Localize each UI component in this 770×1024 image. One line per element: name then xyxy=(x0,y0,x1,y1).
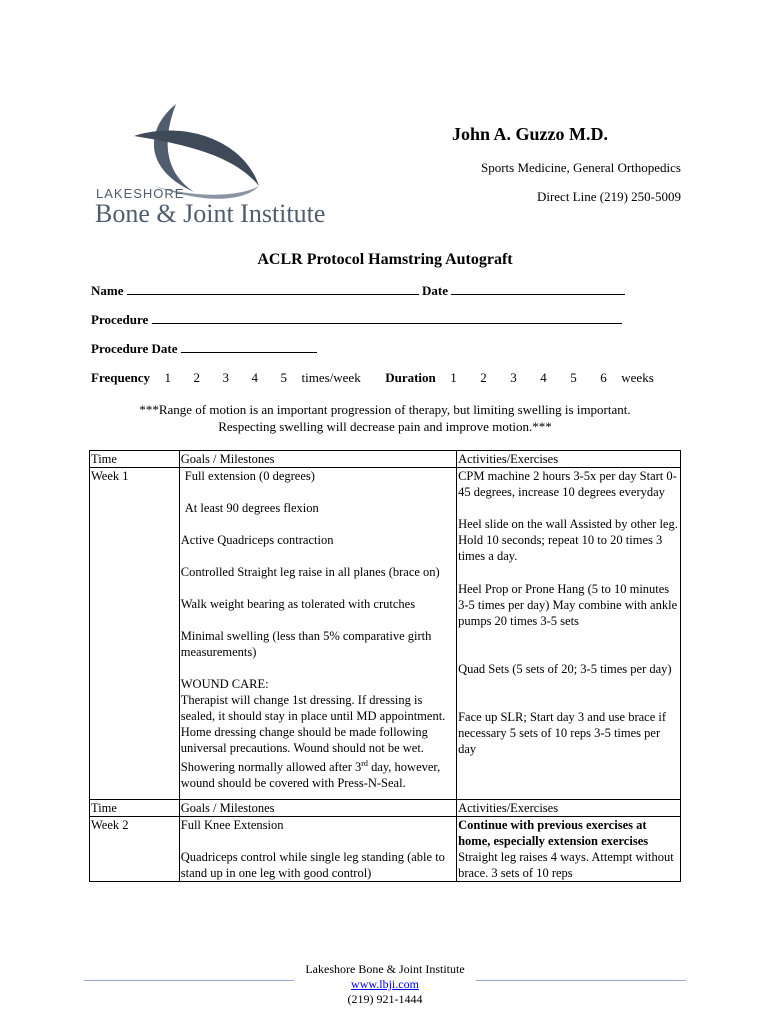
activity-item: CPM machine 2 hours 3-5x per day Start 0-45 degrees, increase 10 degrees everyday xyxy=(458,469,677,499)
name-blank[interactable] xyxy=(127,283,419,295)
footer-phone: (219) 921-1444 xyxy=(347,992,423,1006)
name-label: Name xyxy=(91,283,124,298)
activity-item: Quad Sets (5 sets of 20; 3-5 times per day) xyxy=(458,662,672,676)
duration-option[interactable]: 6 xyxy=(600,370,607,385)
procedure-label: Procedure xyxy=(91,312,149,327)
activity-item-bold: Continue with previous exercises at home, especially extension exercises xyxy=(458,818,649,849)
procedure-date-label: Procedure Date xyxy=(91,341,178,356)
note-line-1: ***Range of motion is an important progression of therapy, but limiting swelling is important. xyxy=(139,402,631,417)
document-title: ACLR Protocol Hamstring Autograft xyxy=(257,251,513,268)
frequency-option[interactable]: 4 xyxy=(251,370,258,385)
goal-item: Full extension (0 degrees) xyxy=(184,469,315,483)
table-header-activities: Activities/Exercises xyxy=(457,451,681,468)
week-2-goals xyxy=(179,817,456,882)
wound-care-title: WOUND CARE: xyxy=(180,677,269,691)
footer xyxy=(0,962,770,1007)
frequency-unit: times/week xyxy=(301,370,361,385)
table-header-goals: Goals / Milestones xyxy=(179,451,456,468)
goal-item: Walk weight bearing as tolerated with crutches xyxy=(180,597,416,611)
week-2-activities xyxy=(457,817,681,882)
activity-item: Straight leg raises 4 ways. Attempt without brace. 3 sets of 10 reps xyxy=(458,850,674,881)
table-header-activities: Activities/Exercises xyxy=(457,800,681,817)
duration-option[interactable]: 4 xyxy=(540,370,547,385)
activity-item: Heel slide on the wall Assisted by other leg. Hold 10 seconds; repeat 10 to 20 times 3 times a day. xyxy=(458,517,678,563)
goal-item: Minimal swelling (less than 5% comparative girth measurements) xyxy=(180,629,432,659)
week-1-time: Week 1 xyxy=(90,468,180,800)
goal-item: At least 90 degrees flexion xyxy=(184,501,319,515)
frequency-option[interactable]: 1 xyxy=(164,370,171,385)
duration-label: Duration xyxy=(385,370,436,385)
protocol-table xyxy=(89,450,681,882)
table-header-time: Time xyxy=(90,451,180,468)
table-row-week-1 xyxy=(90,468,681,800)
logo-text-institute: Bone & Joint Institute xyxy=(95,199,326,228)
week-2-time: Week 2 xyxy=(90,817,180,882)
doctor-specialty: Sports Medicine, General Orthopedics xyxy=(480,160,681,175)
doctor-direct-line: Direct Line (219) 250-5009 xyxy=(536,189,681,204)
procedure-blank[interactable] xyxy=(152,312,622,324)
duration-option[interactable]: 3 xyxy=(510,370,517,385)
footer-website-link[interactable]: www.lbji.com xyxy=(351,977,419,991)
frequency-duration-row xyxy=(91,370,654,386)
date-label: Date xyxy=(422,283,448,298)
logo-text-lakeshore: LAKESHORE xyxy=(96,186,185,201)
goal-item: Active Quadriceps contraction xyxy=(180,533,334,547)
procedure-date-row xyxy=(91,341,317,357)
duration-unit: weeks xyxy=(621,370,654,385)
procedure-row xyxy=(91,312,622,328)
table-row-week-2 xyxy=(90,817,681,882)
range-of-motion-note xyxy=(0,401,770,435)
footer-org: Lakeshore Bone & Joint Institute xyxy=(305,962,465,976)
doctor-name: John A. Guzzo M.D. xyxy=(451,124,608,144)
duration-option[interactable]: 2 xyxy=(480,370,487,385)
goal-item: Full Knee Extension xyxy=(180,818,284,833)
duration-option[interactable]: 1 xyxy=(450,370,457,385)
procedure-date-blank[interactable] xyxy=(181,341,317,353)
note-line-2: Respecting swelling will decrease pain and improve motion.*** xyxy=(218,419,552,434)
wound-care-text: Therapist will change 1st dressing. If dressing is sealed, it should stay in place until MD appointment. Home dressing change should be made following universal precautions. Wound should not be wet. Showering normally allowed after 3rd day, however, wound should be covered with Press-N-Seal. xyxy=(180,693,446,791)
activity-item: Face up SLR; Start day 3 and use brace if necessary 5 sets of 10 reps 3-5 times per day xyxy=(458,710,667,756)
week-1-activities xyxy=(457,468,681,800)
goal-item: Controlled Straight leg raise in all planes (brace on) xyxy=(180,565,440,579)
frequency-option[interactable]: 5 xyxy=(280,370,287,385)
goal-item: Quadriceps control while single leg standing (able to stand up in one leg with good control) xyxy=(180,850,445,881)
frequency-option[interactable]: 3 xyxy=(222,370,229,385)
table-header-row xyxy=(90,800,681,817)
table-header-goals: Goals / Milestones xyxy=(179,800,456,817)
table-header-row xyxy=(90,451,681,468)
table-header-time: Time xyxy=(90,800,180,817)
date-blank[interactable] xyxy=(451,283,625,295)
week-1-goals xyxy=(179,468,456,800)
duration-option[interactable]: 5 xyxy=(570,370,577,385)
activity-item: Heel Prop or Prone Hang (5 to 10 minutes 3-5 times per day) May combine with ankle pumps 20 times 3-5 sets xyxy=(458,582,678,628)
name-date-row xyxy=(91,283,625,299)
frequency-option[interactable]: 2 xyxy=(193,370,200,385)
frequency-label: Frequency xyxy=(91,370,150,385)
